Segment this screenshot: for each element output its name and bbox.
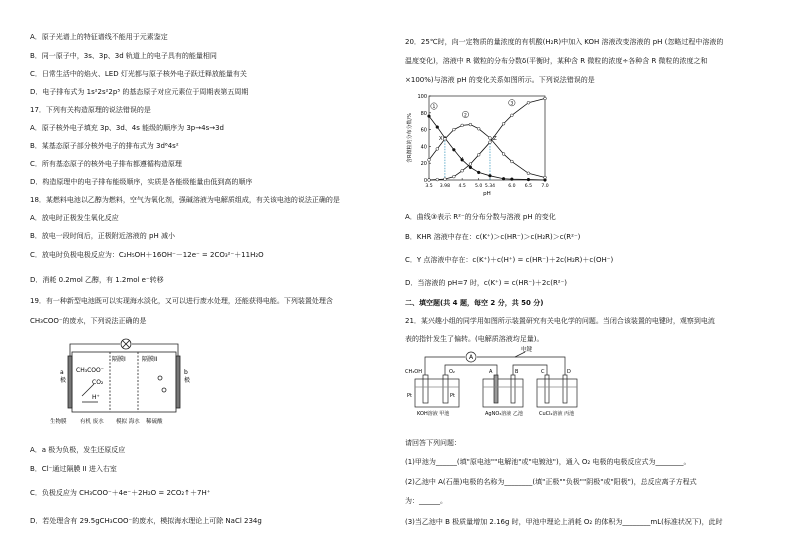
series-2-point	[544, 176, 547, 179]
q19-stem-line2: CH₃COO⁻的废水，下列说法正确的是	[30, 317, 147, 325]
pt-label-right: Pt	[450, 393, 455, 399]
membrane2-label: 隔膜II	[142, 356, 158, 363]
series-line-2	[429, 125, 545, 178]
q19-option-b: B．Cl⁻通过隔膜 II 进入右室	[30, 465, 117, 473]
q20-line1: 20．25℃时，向一定物质的量浓度的有机酸(H₂R)中加入 KOH 溶液改变溶液的 pH (忽略过程中溶液的	[405, 38, 724, 46]
x-tick-label: 3.98	[439, 184, 451, 189]
x-axis-label: pH	[483, 191, 491, 197]
pool-bing-label: CuCl₂溶液 丙池	[539, 411, 575, 417]
q17-option-c: C．所有基态原子的核外电子排布都遵循构造原理	[30, 160, 182, 168]
electrode-a-label: A	[489, 369, 493, 375]
y-axis-label: 含R微粒的分布分数/%	[407, 113, 413, 163]
electrode-b-label: B	[515, 369, 519, 375]
y-tick-label: 20	[420, 161, 427, 168]
series-1-point	[527, 178, 530, 181]
y-tick-label: 80	[420, 110, 427, 117]
q18-stem: 18．某燃料电池以乙醇为燃料，空气为氧化剂，强碱溶液为电解质组成，有关该电池的说法正确的是	[30, 196, 340, 204]
electrochem-apparatus	[405, 345, 585, 427]
series-1-point	[428, 115, 431, 118]
series-1-point	[469, 166, 472, 169]
q21-part2-cont: 为：______。	[405, 497, 447, 505]
q21-line2: 表的指针发生了偏转。(电解质溶液均足量)。	[405, 335, 544, 343]
y-tick-label: 40	[420, 144, 427, 151]
series-3-point	[510, 114, 513, 117]
x-tick-label: 7.0	[541, 184, 549, 189]
series-3-point	[469, 163, 472, 166]
q19-stem-line1: 19．有一种新型电池既可以实现海水淡化，又可以进行废水处理，还能获得电能。下列装置处理含	[30, 297, 333, 305]
b-label: b	[184, 369, 188, 376]
q18-option-a: A．放电时正极发生氧化反应	[30, 214, 119, 222]
acid-label: 稀硫酸	[146, 419, 163, 425]
series-3-point	[444, 178, 447, 181]
q16-option-b: B．同一原子中，3s、3p、3d 轨道上的电子具有的能量相同	[30, 52, 217, 60]
electrode-b	[176, 356, 180, 408]
series-2-point	[510, 160, 513, 163]
electrode-a-graphite	[494, 375, 498, 403]
point-label-y: Y	[459, 157, 464, 164]
series-3-point	[489, 141, 492, 144]
series-3-point	[428, 179, 431, 182]
a-pole: 极	[60, 377, 67, 384]
series-1-point	[489, 174, 492, 177]
q17-option-d: D．构造原理中的电子排布能级顺序，实质是各能级能量由低到高的顺序	[30, 178, 253, 186]
q18-option-c: C．放电时负极电极反应为：C₂H₅OH＋16OH⁻－12e⁻ = 2CO₃²⁻＋11H₂O	[30, 251, 264, 259]
proton-label: H⁺	[92, 394, 100, 401]
series-2-point	[428, 158, 431, 161]
series-1-point	[510, 178, 513, 181]
x-tick-label: 5.34	[484, 184, 496, 189]
q17-option-b: B．某基态原子部分核外电子的排布式为 3d⁶4s²	[30, 142, 179, 150]
electrode-a	[68, 356, 72, 408]
series-2-point	[461, 124, 464, 127]
b-pole: 极	[184, 377, 191, 384]
q16-option-a: A．原子光谱上的特征谱线不能用于元素鉴定	[30, 33, 168, 41]
series-1-point	[436, 126, 439, 129]
series-3-point	[452, 175, 455, 178]
series-2-point	[502, 153, 505, 156]
x-tick-label: 3.5	[425, 184, 433, 189]
ch3oh-label: CH₃OH	[405, 369, 422, 375]
wastewater-label: 有机 废水	[80, 419, 104, 425]
q16-option-d: D．电子排布式为 1s²2s²2p⁵ 的基态原子对应元素位于周期表第五周期	[30, 88, 249, 96]
y-tick-label: 60	[420, 127, 427, 134]
q21-line1: 21．某兴趣小组的同学用如图所示装置研究有关电化学的问题。当闭合该装置的电键时，观察到电流	[405, 317, 715, 325]
y-tick-label: 100	[417, 94, 427, 100]
series-1-point	[477, 171, 480, 174]
x-tick-label: 6.0	[508, 184, 516, 189]
series-2-point	[436, 148, 439, 151]
y-tick-label: 0	[423, 178, 427, 184]
series-3-point	[477, 153, 480, 156]
q21-part1: (1)甲池为______(填"原电池""电解池"或"电镀池")，通入 O₂ 电极的电极反应式为________。	[405, 458, 691, 466]
series-3-point	[544, 97, 547, 100]
point-label-z: Z	[492, 136, 497, 142]
q20-line2: 温度变化)，溶液中 R 微粒的分布分数δ(平衡时，某种含 R 微粒的浓度÷各种含 R 微粒的浓度之和	[405, 57, 708, 65]
beaker-bing	[537, 379, 577, 407]
electrode-d-label: D	[567, 369, 571, 375]
switch-label: 电键	[521, 347, 533, 353]
x-tick-label: 5.0	[475, 184, 483, 189]
electrode-c-label: C	[541, 369, 545, 375]
membrane1-label: 隔膜I	[112, 356, 126, 363]
q19-option-a: A．a 极为负极，发生还原反应	[30, 446, 126, 454]
ammeter-label: A	[469, 354, 474, 361]
q21-part2: (2)乙池中 A(石墨)电极的名称为________(填"正极""负极""阴极"或"阳极")，总反应离子方程式	[405, 478, 697, 486]
series-2-point	[444, 137, 447, 140]
biofilm-label: 生物膜	[50, 419, 67, 425]
pool-jia-label: KOH溶液 甲池	[417, 411, 450, 417]
series-1-point	[502, 177, 505, 180]
q18-option-d: D．消耗 0.2mol 乙醇，有 1.2mol e⁻转移	[30, 276, 164, 284]
series-3-point	[461, 169, 464, 172]
x-tick-label: 6.5	[524, 184, 533, 189]
wire-right	[132, 344, 178, 356]
bubble-1	[158, 376, 162, 380]
series-3-point	[502, 122, 505, 125]
q21-part3: (3)当乙池中 B 极质量增加 2.16g 时，甲池中理论上消耗 O₂ 的体积为________mL(标准状况下)，此时	[405, 518, 723, 526]
q20-option-d: D．当溶液的 pH=7 时，c(K⁺) = c(HR⁻)＋2c(R²⁻)	[405, 279, 568, 287]
beaker-yi	[483, 379, 523, 407]
distribution-chart	[405, 90, 555, 202]
series-2-point	[452, 128, 455, 131]
series-name-label: 2	[464, 113, 467, 119]
section-2-title: 二、填空题(共 4 题，每空 2 分，共 50 分)	[405, 299, 544, 307]
o2-label: O₂	[449, 369, 455, 375]
q17-stem: 17．下列有关构造原理的说法错误的是	[30, 106, 151, 114]
q20-line3: ×100%)与溶液 pH 的变化关系如图所示。下列说法错误的是	[405, 76, 595, 84]
series-3-point	[436, 178, 439, 181]
series-3-point	[527, 101, 530, 104]
seawater-label: 模拟 海水	[116, 419, 140, 425]
q20-option-c: C．Y 点溶液中存在：c(K⁺)＋c(H⁺) = c(HR⁻)＋2c(H₂R)＋c(OH⁻)	[405, 256, 614, 264]
q19-option-d: D．若处理含有 29.5gCH₃COO⁻的废水，模拟海水理论上可除 NaCl 234g	[30, 517, 262, 525]
wire-left	[70, 344, 120, 356]
pool-yi-label: AgNO₃溶液 乙池	[485, 411, 523, 417]
a-label: a	[60, 369, 64, 376]
bubble-2	[162, 388, 166, 392]
q20-option-b: B．KHR 溶液中存在：c(K⁺)＞c(HR⁻)＞c(H₂R)＞c(R²⁻)	[405, 233, 581, 241]
point-label-x: X	[438, 136, 443, 142]
series-line-1	[429, 116, 545, 180]
battery-diagram	[52, 338, 200, 430]
series-2-point	[489, 137, 492, 140]
q17-option-a: A．原子核外电子填充 3p、3d、4s 能级的顺序为 3p→4s→3d	[30, 124, 224, 132]
series-name-label: 3	[510, 101, 514, 107]
series-1-point	[452, 148, 455, 151]
series-2-point	[477, 127, 480, 130]
pt-label-left: Pt	[407, 393, 412, 399]
series-2-point	[469, 123, 472, 126]
q16-option-c: C．日常生活中的焰火、LED 灯光都与原子核外电子跃迁释放能量有关	[30, 70, 247, 78]
series-2-point	[527, 172, 530, 175]
answer-prompt: 请回答下列问题：	[405, 439, 461, 447]
anion-label: CH₃COO⁻	[76, 367, 104, 374]
x-tick-label: 4.5	[458, 184, 466, 189]
gas-label: CO₂	[92, 379, 104, 386]
q19-option-c: C．负极反应为 CH₃COO⁻＋4e⁻＋2H₂O = 2CO₂↑＋7H⁺	[30, 489, 211, 497]
q20-option-a: A．曲线③表示 R²⁻的分布分数与溶液 pH 的变化	[405, 213, 556, 221]
q18-option-b: B．放电一段时间后，正极附近溶液的 pH 减小	[30, 232, 175, 240]
series-name-label: 1	[432, 104, 436, 110]
